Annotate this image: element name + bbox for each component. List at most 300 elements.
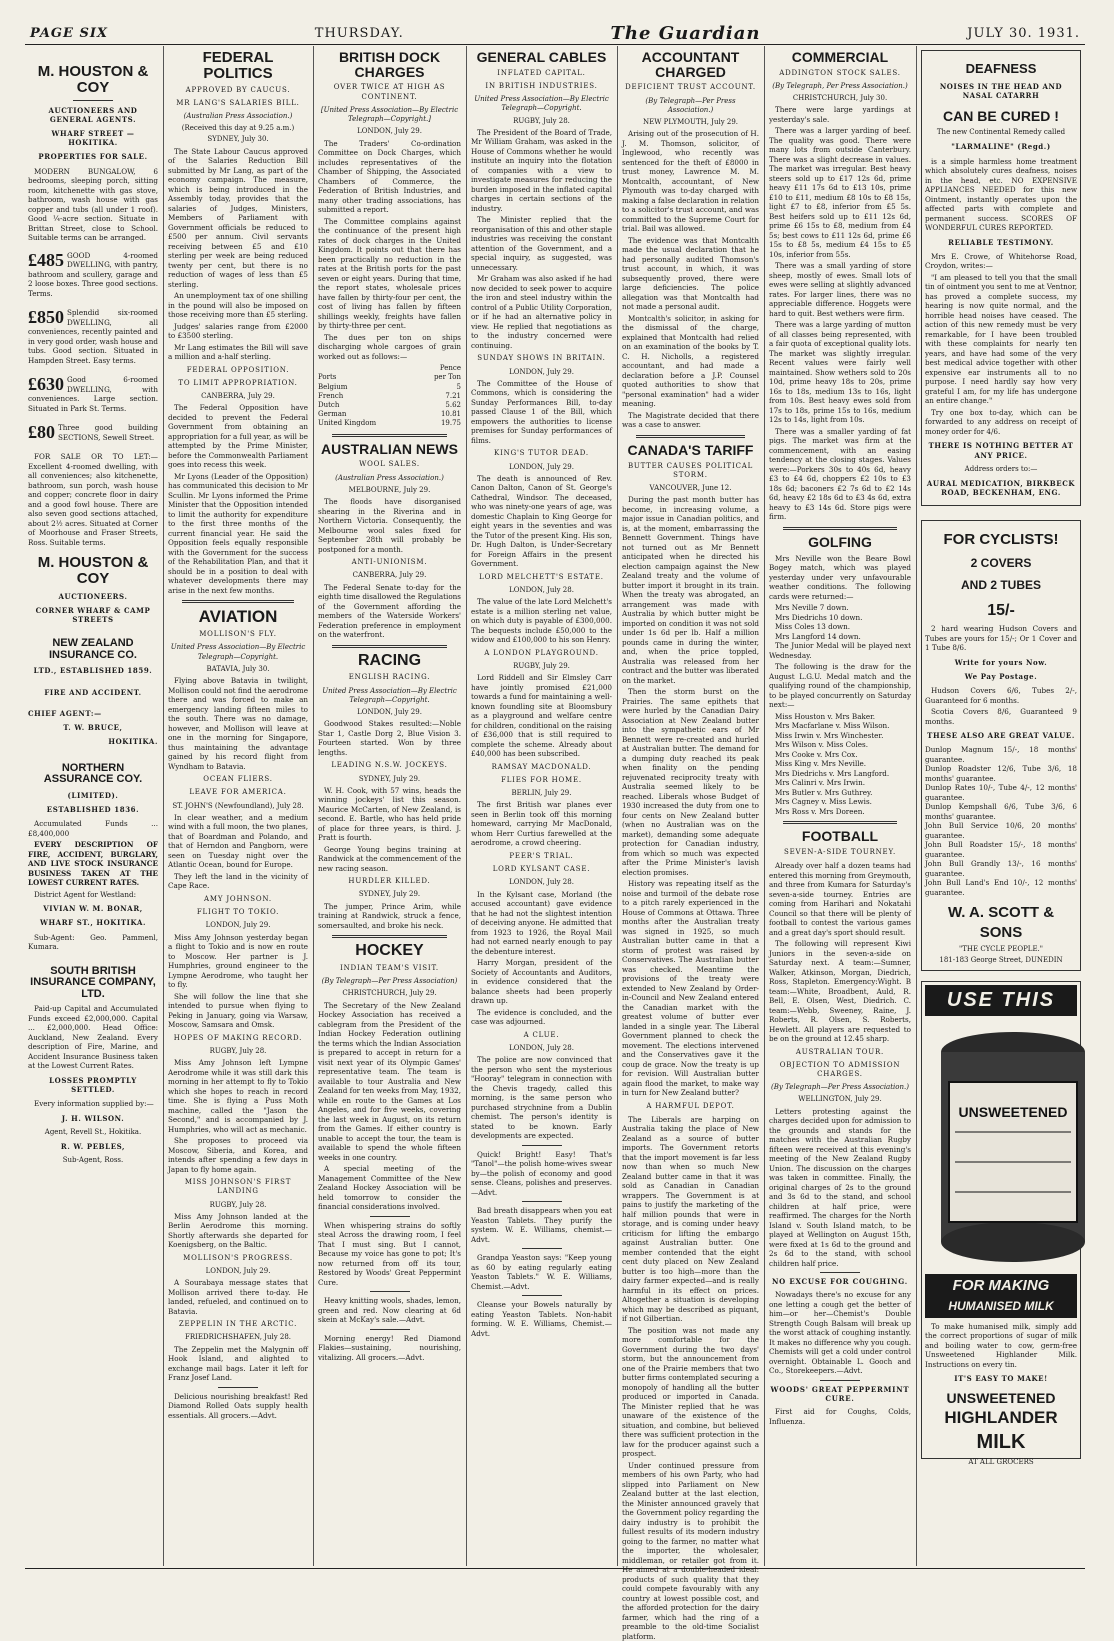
price-text: Splendid six-roomed DWELLING, all conveniences, recently painted and in very good order, wash house and tubs. Good section. Situated in Hampden Street. Easy terms. xyxy=(28,308,158,365)
subhead: ZEPPELIN IN THE ARCTIC. xyxy=(178,1320,298,1329)
column-federal-politics xyxy=(168,46,308,1566)
list-item: Mrs Ross v. Mrs Doreen. xyxy=(775,806,865,816)
subhead: MISS JOHNSON'S FIRST LANDING xyxy=(184,1178,292,1196)
separator xyxy=(522,1201,562,1202)
sale-or-let-ad: FOR SALE OR TO LET:—Excellent 4-roomed dwelling, with all conveniences; also kitchenette, bathroom, sun porch, wash house and copper; concrete floor in dairy and a good fowl house. There are also seven good sections attached, about 2½ acres. Situated at Corner of Moorhouse and Fraser Streets, Ross. Suitable terms. xyxy=(28,452,158,547)
dateline: CANBERRA, July 29. xyxy=(352,571,427,580)
ad-price: 15/- xyxy=(987,601,1015,619)
price: £80 xyxy=(28,422,55,443)
paragraph: The evidence is concluded, and the case was adjourned. xyxy=(471,1007,612,1027)
subhead: A LONDON PLAYGROUND. xyxy=(484,648,599,657)
subhead: HURDLER KILLED. xyxy=(348,877,431,886)
paragraph: She will follow the line that she intended to pursue when flying to Peking in January, going via Warsaw, Moscow, Samsara and Omsk. xyxy=(168,991,308,1030)
subhead: FLIGHT TO TOKIO. xyxy=(196,908,280,917)
list-item: Miss King v. Mrs Neville. xyxy=(775,759,867,769)
advertisement: Cleanse your Bowels naturally by eating Yeaston Tablets. Non-habit forming. W. E. Williams, Chemist.—Advt. xyxy=(471,1300,612,1338)
paragraph: 2 hard wearing Hudson Covers and Tubes are yours for 15/-; Or 1 Cover and 1 Tube 8/6. xyxy=(925,624,1077,653)
headline-golfing: GOLFING xyxy=(808,533,872,550)
dateline: RUGBY, July 29. xyxy=(513,662,570,670)
dateline: SYDNEY, July 30. xyxy=(207,135,269,144)
paragraph: The President of the Board of Trade, Mr William Graham, was asked in the House of Commons whether he would institute an inquiry into the flotation of companies with a view to investigate measures for reducing the burden imposed in the inflated capital charges in certain sections of the industry. xyxy=(471,127,612,213)
paragraph: is a simple harmless home treatment which absolutely cures deafness, noises in the head, etc. NO EXPENSIVE APPLIANCES NEEDED for this new Ointment, instantly operates upon the affected parts with complete and permanent success. SCORES OF WONDERFUL CURES REPORTED. xyxy=(925,156,1077,233)
wharf-street-line: WHARF STREET — HOKITIKA. xyxy=(51,128,135,148)
price-text: Good 6-roomed DWELLING, with conveniences. Large section. Situated in Park St. Terms. xyxy=(28,375,158,413)
credit: (By Telegraph—Per Press Association) xyxy=(321,977,458,986)
paragraph: Mrs Neville won the Beare Bowl Bogey match, which was played yesterday under very unfavourable weather conditions. The following cards were returned:— xyxy=(769,553,911,601)
paragraph: The police are now convinced that the person who sent the mysterious "Hooray" telegram in connection with the Chevis tragedy, called this morning, is the same person who purchased strychnine from a Dublin chemist. The person's identity is stated to be known. Early developments are expected. xyxy=(471,1055,612,1141)
tyre-list xyxy=(925,745,1077,897)
credit: (Australian Press Association.) xyxy=(183,111,293,120)
ad-line: The new Continental Remedy called xyxy=(936,128,1066,137)
paragraph: The Minister replied that the reorganisation of this and other staple industries was receiving the constant attention of the Government, and a special inquiry, as suggested, was unnecessary. xyxy=(471,215,612,272)
subhead: A HARMFUL DEPOT. xyxy=(646,1101,735,1110)
losses-settled: LOSSES PROMPTLY SETTLED. xyxy=(49,1075,137,1095)
ad-subtitle: THERE IS NOTHING BETTER AT ANY PRICE. xyxy=(928,441,1074,460)
list-item: Mrs Langford 14 down. xyxy=(775,631,861,641)
accumulated-funds: Accumulated Funds ... £8,400,000 xyxy=(28,819,158,838)
separator xyxy=(820,1380,860,1381)
paragraph: There were large yardings at yesterday's sale. xyxy=(769,105,911,124)
paragraph: To make humanised milk, simply add the correct proportions of sugar of milk and boiling water to cow, germ-free Unsweetened Highlander Milk. Instructions on every tin. xyxy=(925,1321,1077,1369)
subhead: ADDINGTON STOCK SALES. xyxy=(779,68,901,77)
list-item: John Bull Service 10/6, 20 months' guarantee. xyxy=(925,821,1077,840)
subhead: PEER'S TRIAL. xyxy=(509,851,574,860)
paragraph: There was a larger yarding of beef. The quality was good. There were many lots from outside Canterbury. There was a slight decrease in values. The market was irregular. Best heavy steers sold up to £17 12s 6d, prime heavy £11 17s 6d to £13 10s, prime £10 to £11, medium £8 10s to £8 15s, light £7 to £8, inferior from £5 5s. Best heifers sold up to £11 12s 6d, prime £6 15s to £8, medium from £4 5s; best cows to £11 12s 6d, prime £6 15s to £8 5s, medium £4 15s to £5 10s, inferior from 55s. xyxy=(769,126,911,259)
paragraph: An unemployment tax of one shilling in the pound will also be imposed on those receiving more than £5 sterling. xyxy=(168,291,308,320)
separator xyxy=(783,527,897,530)
ad-brand: UNSWEETENED xyxy=(946,1389,1056,1406)
headline-commercial: COMMERCIAL xyxy=(791,49,889,65)
dateline: LONDON, July 29. xyxy=(357,127,422,136)
agent-name: T. W. BRUCE, xyxy=(63,723,123,733)
paragraph: Under continued pressure from members of his own Party, who had slipped into Parliament on New Zealand butter at the last election, the Minister announced gravely that the Government policy regarding the dairy industry is to prohibit the fullest results of its modern industry going to the farmer, no matter what the importer, the wholesaler, middleman, or retailer got from it. He aimed at a double-headed ideal: products of such quality that they could compete favourably with any country at lowest possible cost, and the afforded protection for the dairy farmer, which had the ring of a preamble to the old-time Socialist platform. xyxy=(622,1460,759,1641)
ad-line: Write for yours Now. xyxy=(954,657,1048,667)
nz-established: LTD., ESTABLISHED 1859. xyxy=(33,666,153,676)
dateline: LONDON, July 29. xyxy=(357,708,422,717)
subhead: AMY JOHNSON. xyxy=(204,894,272,903)
paragraph: History was repeating itself as the noise and turmoil of the debate rose to a pitch rarely experienced in the House of Commons at Ottawa. Three months after the Australian treaty was signed in 1925, so much Australian butter came in that a storm of protest was raised by Conservatives. The Australian butter was checked. Meantime the provisions of the treaty were extended to New Zealand by Order-in-Council and New Zealand entered the Canadian market with the greatest volume of butter ever landed in a single year. The Liberal Government planned to check the movement. The elections intervened and the Conservatives gave it the coup de grace. Now the treaty is up for revision. Will Australian butter again flood the market, to make way in turn for New Zealand butter? xyxy=(622,879,759,1098)
advertisement: Heavy knitting wools, shades, lemon, green and red. Now clearing at 6d skein at McKay's sale.—Advt. xyxy=(318,1296,461,1325)
agent-name: VIVIAN W. M. BONAR, xyxy=(43,904,143,914)
golf-draw xyxy=(769,712,911,817)
separator xyxy=(783,821,897,824)
list-item: Mrs Wilson v. Miss Coles. xyxy=(775,740,869,750)
list-item: John Bull Land's End 10/-, 12 months' guarantee. xyxy=(925,878,1077,897)
paragraph: Mrs E. Crowe, of Whitehorse Road, Croydon, writes:— xyxy=(925,251,1077,271)
masthead-rule xyxy=(25,44,1085,45)
column-divider xyxy=(466,46,467,1566)
advertisement: Quick! Bright! Easy! That's "Tanol"—the polish home-wives swear by—the polish of economy and good sense. Cleans, polishes and preserves.—Advt. xyxy=(471,1149,612,1197)
paragraph: Then the storm burst on the Prairies. The same epithets that were hurled by the Canadian Dairy Association at New Zealand butter into the sympathetic ears of Mr Bennett were re-created and hurled at Australian butter. The demand for a dumping duty reached its peak when finality on the pending rejuvenated reciprocity treaty with Australia seemed likely to be reached. Liberals whose Budget of 1930 increased the duty from one to four cents on New Zealand butter (when no Australian was on the market), demanding some adequate protection for Canadian industry, from which so much was expected after the Prime Minister's lavish election promises. xyxy=(622,687,759,877)
paragraph: The Traders' Co-ordination Committee on Dock Charges, which includes representatives of the Chamber of Shipping, the Associated Chambers of Commerce, the Federation of British Industries, and many other trading associations, has submitted a report. xyxy=(318,138,461,215)
dateline: LONDON, July 28. xyxy=(509,586,574,595)
separator xyxy=(73,100,113,101)
paragraph: There was a small yarding of store sheep, mostly of ewes. Small lots of ewes were selling at slightly advanced rates. For larger lines, there was no appreciable difference. Hoggets were hard to quit. Best wethers were firm. xyxy=(769,261,911,318)
list-item: John Bull Grandly 13/-, 16 months' guarantee. xyxy=(925,859,1077,878)
list-item: Mrs Calinri v. Mrs Irwin. xyxy=(775,778,865,788)
headline-accountant-charged: ACCOUNTANT CHARGED xyxy=(641,49,740,80)
paragraph: There was a smaller yarding of fat pigs. The market was firm at the commencement, with an easing tendency at the closing stages. Values were:—Porkers 30s to 40s 6d, heavy £3 to £4 6d, choppers £2 10s to £3 18s 6d; baconers £2 7s 6d to £2 14s 6d, heavy £2 18s 6d to £3 4s 6d, extra heavy to £3 14s 6d. Store pigs were firm. xyxy=(769,426,911,522)
paragraph: A Sourabaya message states that Mollison arrived there to-day. He landed, refueled, and continued on to Batavia. xyxy=(168,1278,308,1316)
corner-line: CORNER WHARF & CAMP STREETS xyxy=(35,605,151,625)
paragraph: George Young begins training at Randwick at the commencement of the new racing season. xyxy=(318,844,461,873)
ad-brand: HIGHLANDER xyxy=(944,1408,1058,1428)
ad-brand: MILK xyxy=(976,1431,1026,1454)
advertisement: Grandpa Yeaston says: "Keep young as 60 by eating regularly eating Yeaston Tablets." W. E. Williams, Chemist.—Advt. xyxy=(471,1253,612,1291)
cyclists-ad xyxy=(921,520,1081,971)
bungalow-ad: MODERN BUNGALOW, 6 bedrooms, sleeping porch, sitting room, kitchenette with gas stove, bathroom, wash house with gas copper and tubs (all under 1 roof). Good ¼-acre section. Situate in Brittan Street, close to School. Suitable terms can be arranged. xyxy=(28,166,158,243)
paragraph: Judges' salaries range from £2000 to £3500 sterling. xyxy=(168,321,308,341)
table-row: United Kingdom 19.75 xyxy=(318,419,461,428)
table-row: Ports per Ton xyxy=(318,373,461,382)
credit: United Press Association—By Electric Telegraph—Copyright. xyxy=(474,95,609,113)
paragraph: The Junior Medal will be played next Wednesday. xyxy=(769,641,911,660)
fire-accident: FIRE AND ACCIDENT. xyxy=(44,687,142,697)
table-row: French 7.21 xyxy=(318,391,461,400)
headline-general-cables: GENERAL CABLES xyxy=(476,49,607,65)
received-note: (Received this day at 9.25 a.m.) xyxy=(181,124,295,133)
ad-title: CAN BE CURED ! xyxy=(943,107,1059,124)
dateline: RUGBY, July 28. xyxy=(209,1046,267,1055)
dateline: SYDNEY, July 29. xyxy=(358,774,421,783)
separator xyxy=(332,935,446,938)
paragraph: Montcalth's solicitor, in asking for the dismissal of the charge, explained that Montcalth had relied on an examination of the books by T. C. H. Nicholls, a registered accountant, and had made a declaration before a J.P. Counsel quoted authorities to show that "personal examination" had a wider meaning. xyxy=(622,313,759,409)
paragraph: In clear weather, and a medium wind with a full moon, the two planes, that of Boardman and Polando, and that of Herndon and Pangborn, were seen on Tuesday night over the Atlantic Ocean, bound for Europe. xyxy=(168,812,308,870)
deafness-ad xyxy=(921,50,1081,506)
subhead: INDIAN TEAM'S VISIT. xyxy=(340,964,439,973)
price-ad xyxy=(28,308,158,365)
separator xyxy=(332,434,446,437)
paragraph: The Magistrate decided that there was a case to answer. xyxy=(622,410,759,430)
headline-football: FOOTBALL xyxy=(801,828,879,845)
subhead: LORD KYLSANT CASE. xyxy=(492,865,591,874)
agent-town: HOKITIKA. xyxy=(108,737,158,747)
subhead: SUNDAY SHOWS IN BRITAIN. xyxy=(477,354,606,363)
list-item: Mrs Diedrichs v. Mrs Langford. xyxy=(775,768,890,778)
price: £485 xyxy=(28,249,64,270)
established-1836: ESTABLISHED 1836. xyxy=(46,804,140,814)
list-item: Mrs Cooke v. Mrs Cox. xyxy=(775,749,858,759)
paragraph: Scotia Covers 8/6, Guaranteed 9 months. xyxy=(925,707,1077,726)
price-text: GOOD 4-roomed DWELLING, with pantry, bathroom and scullery, garage and 2 loose boxes. Three good sections. Terms. xyxy=(28,250,158,298)
paragraph: During the past month butter has become, in increasing volume, a major issue in Canadian politics, and is, at the moment, embarrassing the Bennett Government. Things have not turned out as Mr Bennett anticipated when he directed his election campaign against the New Zealand treaty and the volume of butter import it brought in its train. When the treaty was abrogated, an arrangement was made with Australia by which butter might be imported on condition it was not sold under 1s 6d per lb. Half a million pounds came in during the winter, and, when the price toppled, Australia was released from her contract and the butter was liberated on the market. xyxy=(622,495,759,685)
ad-title: DEAFNESS xyxy=(965,61,1037,76)
masthead xyxy=(30,22,1080,44)
agent-address: WHARF ST., HOKITIKA. xyxy=(39,918,147,928)
issue-date: JULY 30. 1931. xyxy=(967,25,1080,41)
subhead: MOLLISON'S PROGRESS. xyxy=(183,1253,293,1262)
paragraph: Mr Lyons (Leader of the Opposition) has communicated this decision to Mr Scullin. Mr Lyons informed the Prime Minister that the Opposition intended to limit the authority for expenditure to the first three months of the current financial year. He said the Opposition feels equally responsible with the Government for the success of the Rehabilitation Plan, and that it should be in a position to deal with whatever developments there may arise in the next few months. xyxy=(168,471,308,595)
dateline: LONDON, July 29. xyxy=(509,462,574,471)
credit: United Press Association—By Electric Telegraph—Copyright. xyxy=(170,643,306,661)
advertisement: Bad breath disappears when you eat Yeaston Tablets. They purify the system. W. E. Williams, chemist.—Advt. xyxy=(471,1206,612,1244)
subhead: AUSTRALIAN TOUR. xyxy=(795,1047,885,1056)
ad-line: IT'S EASY TO MAKE! xyxy=(954,1374,1048,1384)
dateline: FRIEDRICHSHAFEN, July 28. xyxy=(184,1333,292,1342)
dateline: WELLINGTON, July 29. xyxy=(798,1095,882,1104)
list-item: Miss Irwin v. Mrs Winchester. xyxy=(775,730,884,740)
price-ad xyxy=(28,423,158,442)
paragraph: The Federal Senate to-day for the eighth time disallowed the Regulations of the Government affording the members of the Waterside Workers' Federation preference in employment on the waterfront. xyxy=(318,582,461,640)
ad-title: FOR MAKING xyxy=(925,1274,1077,1298)
headline-racing: RACING xyxy=(357,651,422,669)
dateline: LONDON, July 29. xyxy=(205,1266,271,1275)
credit: (By Telegraph—Per Press Association.) xyxy=(771,1083,909,1092)
paragraph: Nowadays there's no excuse for any one letting a cough get the better of him—or her—Chemist's Double Strength Cough Balsam will break up the worst attack of coughing instantly. It makes no difference why you cough. Chemists will get a cold under control overnight. Obtainable L. Gooch and Co., Storekeepers.—Advt. xyxy=(769,1290,911,1376)
separator xyxy=(522,1248,562,1249)
dateline: CHRISTCHURCH, July 30. xyxy=(792,94,888,103)
houston-title: M. HOUSTON & COY xyxy=(37,63,149,96)
paragraph: W. H. Cook, with 57 wins, heads the winning jockeys' list this season. Maurice McCarten, of New Zealand, is second. E. Bartle, who has held pride of place for three years, is third. J. Pratt is fourth. xyxy=(318,785,461,843)
paragraph: First aid for Coughs, Colds, Influenza. xyxy=(769,1407,911,1426)
paragraph: Goodwood Stakes resulted:—Noble Star 1, Castle Dorg 2, Blue Vision 3. Fourteen started. Won by three lengths. xyxy=(318,719,461,757)
column-commercial xyxy=(769,46,911,1566)
headline-hockey: HOCKEY xyxy=(355,942,424,960)
dateline: SYDNEY, July 29. xyxy=(358,890,421,899)
ad-product: "LARMALINE" (Regd.) xyxy=(951,142,1051,152)
headline-federal-politics: FEDERAL POLITICS xyxy=(202,49,274,82)
dateline: LONDON, July 29. xyxy=(205,921,271,930)
dateline: ST. JOHN'S (Newfoundland), July 28. xyxy=(172,801,304,810)
column-divider xyxy=(764,46,765,1566)
dateline: NEW PLYMOUTH, July 29. xyxy=(642,118,739,127)
advertisement: Delicious nourishing breakfast! Red Diamond Rolled Oats supply health essentials. All grocers.—Advt. xyxy=(168,1391,308,1420)
dateline: LONDON, July 28. xyxy=(509,878,574,887)
price: £850 xyxy=(28,307,64,328)
ad-subtitle: RELIABLE TESTIMONY. xyxy=(948,237,1054,247)
dateline: VANCOUVER, June 12. xyxy=(649,483,732,492)
paragraph: The first British war planes ever seen in Berlin took off this morning homeward, carrying Mr MacDonald, whom Herr Curtius farewelled at the aerodrome, a crowd cheering. xyxy=(471,800,612,848)
paragraph: The following is the draw for the August L.G.U. Medal match and the qualifying round of the championship, to be played concurrently on Saturday next:— xyxy=(769,662,911,710)
paragraph: The jumper, Prince Arim, while training at Randwick, struck a fence, somersaulted, and broke his neck. xyxy=(318,901,461,930)
paragraph: Arising out of the prosecution of H. J. M. Thomson, solicitor, of Inglewood, who recently was sentenced for the theft of £8000 in trust money, Lawrence M. M. Montcalth, accountant, of New Plymouth was to-day charged with making a false declaration in relation to a solicitor's trust account, and was committed to the Supreme Court for trial. Bail was allowed. xyxy=(622,129,759,234)
paragraph: A special meeting of the Management Committee of the New Zealand Hockey Association will be held tomorrow to consider the financial considerations involved. xyxy=(318,1164,461,1212)
auctioneers-line: AUCTIONEERS. xyxy=(58,591,128,601)
separator xyxy=(218,1387,258,1388)
dateline: LONDON, July 29. xyxy=(509,367,574,376)
paragraph: The Liberals are harping on Australia taking the place of New Zealand as a source of butter imports. The Government retorts that the import movement is far less now than when so much New Zealand butter came in that it was sold as Canadian in Canadian wrappers. The Government is at pains to justify the marketing of the half million pounds that were in storage, and is coming under heavy criticism for lifting the embargo against Australian butter. One member contended that the eight cent duty placed on New Zealand butter is too high—more than the dairy farmer expected—and is really harmful in its effect on prices. Altogether a situation is developing which may be described as piquant, if not Gilbertian. xyxy=(622,1114,759,1324)
paragraph: In the Kylsant case, Morland (the accused accountant) gave evidence that he had not the slightest intention of deceiving anyone. He admitted that from 1923 to 1926, the Royal Mail had not earned nearly enough to pay the debenture interest. xyxy=(471,889,612,956)
column-divider xyxy=(163,46,164,1566)
ad-title: HUMANISED MILK xyxy=(925,1298,1077,1318)
credit: [United Press Association—By Electric Telegraph—Copyright.] xyxy=(320,105,459,124)
agent-name: J. H. WILSON. xyxy=(61,1113,125,1123)
paragraph: The Committee of the House of Commons, which is considering the Sunday Performances Bill, to-day passed Clause 1 of the Bill, which empowers the authorities to license premises for Sunday performances of films. xyxy=(471,378,612,445)
subhead: WOOL SALES. xyxy=(359,460,420,469)
dateline: BERLIN, July 29. xyxy=(511,789,572,798)
price-ad xyxy=(28,375,158,413)
credit: (By Telegraph, Per Press Association.) xyxy=(772,81,908,90)
district-agent: District Agent for Westland: xyxy=(34,889,136,899)
paragraph: The Federal Opposition have decided to prevent the Federal Government from obtaining an appropriation for a full year, as will be attempted by the Prime Minister, before the Commonwealth Parliament goes into recess this week. xyxy=(168,403,309,470)
houston-title: M. HOUSTON & COY xyxy=(37,554,149,587)
ad-offer: 2 COVERS xyxy=(970,556,1032,571)
capital-details: Paid-up Capital and Accumulated Funds exceed £2,000,000. Capital ... £2,000,000. Head Office: Auckland, New Zealand. Every description of Fire, Marine, and Accident Insurance Business taken at the Lowest Current Rates. xyxy=(28,1004,158,1071)
use-this-banner: USE THIS xyxy=(925,985,1077,1015)
nz-insurance-title: NEW ZEALAND INSURANCE CO. xyxy=(48,637,137,661)
headline-canadas-tariff: CANADA'S TARIFF xyxy=(627,441,754,458)
northern-assurance-title: NORTHERN ASSURANCE COY. xyxy=(43,761,143,786)
dateline: LONDON, July 28. xyxy=(509,1043,574,1052)
dateline: BATAVIA, July 30. xyxy=(206,664,270,673)
subhead: ANTI-UNIONISM. xyxy=(351,558,428,567)
headline-australian-news: AUSTRALIAN NEWS xyxy=(321,440,458,457)
bottom-rule xyxy=(25,1568,1085,1569)
paragraph: Harry Morgan, president of the Society of Accountants and Auditors, in evidence considered that the balance sheets had been properly drawn up. xyxy=(471,958,612,1006)
paragraph: Mr Lang estimates the Bill will save a million and a-half sterling. xyxy=(168,342,308,362)
can-label: UNSWEETENED xyxy=(958,1103,1068,1120)
south-british-title: SOUTH BRITISH INSURANCE COMPANY, LTD. xyxy=(30,964,156,1000)
list-item: Mrs Macfarlane v. Miss Wilson. xyxy=(775,721,890,731)
ad-address: AURAL MEDICATION, BIRKBECK ROAD, BECKENHAM, ENG. xyxy=(926,479,1076,498)
dateline: CANBERRA, July 29. xyxy=(201,392,275,401)
ad-line: We Pay Postage. xyxy=(964,671,1038,681)
paragraph: Try one box to-day, which can be forwarded to any address on receipt of money order for 4/6. xyxy=(925,407,1077,436)
highlander-milk-ad xyxy=(921,981,1081,1466)
paragraph: The State Labour Caucus approved of the Salaries Reduction Bill submitted by Mr Lang, as part of the economy campaign. The measure, which is being introduced in the Assembly today, provides that the salaries of Judges, Ministers, Members of Parliament with Government officials be reduced to £500 per annum. Civil servants receiving between £5 and £10 sterling per week are being reduced twenty per cent, but there is no reduction of wages of less than £5 sterling. xyxy=(168,146,308,289)
list-item: Dunlop Rates 10/-, Tube 4/-, 12 months' guarantee. xyxy=(925,783,1077,802)
subhead: KING'S TUTOR DEAD. xyxy=(494,449,589,458)
list-item: Dunlop Kempshall 6/6, Tube 3/6, 6 months' guarantee. xyxy=(925,802,1077,821)
subhead: DEFICIENT TRUST ACCOUNT. xyxy=(625,83,756,92)
agent-address: Sub-Agent, Ross. xyxy=(62,1156,124,1165)
paragraph: The floods have disorganised shearing in the Riverina and in Northern Victoria. Consequently, the Melbourne wool sales fixed for September 28th will probably be postponed for a month. xyxy=(318,497,461,554)
ad-line: Address orders to:— xyxy=(964,464,1038,473)
paragraph: Mr Graham was also asked if he had now decided to seek power to acquire the iron and steel industry within the control of a Public Utility Corporation, or if he had an alternative policy in view. He replied that negotiations as to the industry concerned were continuing. xyxy=(471,274,612,350)
column-general-cables xyxy=(471,46,612,1566)
list-item: Mrs Butler v. Mrs Guthrey. xyxy=(775,787,873,797)
separator xyxy=(522,1145,562,1146)
paragraph: There was a large yarding of mutton of all classes being represented, with a fair quota of exceptional quality lots. The market was slightly irregular. Recent values were fairly well maintained. Show wethers sold to 20s 10d, prime heavy 18s to 20s, prime 16s to 18s, medium 13s to 16s, light from 10s. Best heavy ewes sold from 17s to 18s, prime 15s to 16s, medium 12s to 14s, light from 10s. xyxy=(769,320,911,425)
separator xyxy=(332,645,446,648)
paragraph: The death is announced of Rev. Canon Dalton, Canon of St. George's Cathedral, Windsor. The deceased, who was ninety-one years of age, was domestic Chaplain to King George for eight years in the seventies and was the Tutor of the present King. His son, Dr. Hugh Dalton, is Under-Secretary for Foreign Affairs in the present Government. xyxy=(471,473,612,569)
list-item: John Bull Roadster 15/-, 18 months' guarantee. xyxy=(925,840,1077,859)
paper-name: The Guardian xyxy=(610,22,761,44)
ad-subtitle: THESE ALSO ARE GREAT VALUE. xyxy=(927,731,1075,740)
subhead: IN BRITISH INDUSTRIES. xyxy=(485,81,598,90)
information-line: Every information supplied by:— xyxy=(34,1099,154,1109)
paragraph: Hudson Covers 6/6, Tubes 2/-, Guaranteed for 6 months. xyxy=(925,686,1077,705)
milk-can-illustration xyxy=(925,1022,1100,1272)
ad-address: 181-183 George Street, DUNEDIN xyxy=(939,956,1063,965)
headline-dock-charges: BRITISH DOCK CHARGES xyxy=(338,49,441,80)
separator xyxy=(820,1272,860,1273)
credit: (By Telegraph—Per Press Association.) xyxy=(645,96,736,114)
agent-address: Agent, Revell St., Hokitika. xyxy=(44,1128,142,1137)
advertisement: Morning energy! Red Diamond Flakies—sustaining, nourishing, vitalizing. All grocers.—Advt. xyxy=(318,1333,461,1362)
dateline: RUGBY, July 28. xyxy=(513,116,570,125)
credit: United Press Association—By Electric Telegraph—Copyright. xyxy=(322,686,457,704)
subhead: OVER TWICE AT HIGH AS CONTINENT. xyxy=(333,83,446,101)
subhead: INFLATED CAPITAL. xyxy=(497,68,586,77)
limited: (LIMITED). xyxy=(67,790,119,800)
paragraph: Letters protesting against the charges decided upon for admission to the grounds and stands for the matches with the Australian Rugby fifteen were received at this evening's meeting of the New Zealand Rugby Union. The discussion on the charges was taken in committee. Finally, the original charges of 2s to the ground and 3s 6d to the stand, and school children at half price, were reaffirmed. The charges for the North Island v. South Island match, to be played at Wellington on August 15th, were fixed at 1s 6d to the ground and 2s 6d to the stand, with school children half price. xyxy=(769,1106,911,1268)
dateline: MELBOURNE, July 29. xyxy=(348,485,431,494)
advertiser-name: W. A. SCOTT & SONS xyxy=(947,904,1055,942)
paragraph: The dues per ton on ships discharging whole cargoes of grain worked out as follows:— xyxy=(318,332,461,361)
properties-heading: PROPERTIES FOR SALE. xyxy=(38,152,148,162)
subhead: NO EXCUSE FOR COUGHING. xyxy=(771,1277,908,1287)
dateline: RUGBY, July 28. xyxy=(209,1200,267,1209)
table-row: German 10.81 xyxy=(318,410,461,419)
paragraph: Miss Amy Johnson yesterday began a flight to Tokio and is now en route to Moscow. Her partner is J. Humphries, ground engineer to the Lympne Aerodrome, who taught her to fly. xyxy=(168,932,308,990)
price: £630 xyxy=(28,374,64,395)
separator xyxy=(370,1291,410,1292)
subhead: A CLUE. xyxy=(523,1030,560,1039)
chief-agent: CHIEF AGENT:— xyxy=(28,708,102,718)
separator xyxy=(370,1329,410,1330)
subhead: OBJECTION TO ADMISSION CHARGES. xyxy=(779,1060,901,1078)
subhead: ENGLISH RACING. xyxy=(348,673,431,682)
column-advertisements-right xyxy=(921,46,1081,1566)
subhead: FLIES FOR HOME. xyxy=(501,775,582,784)
subhead: LORD MELCHETT'S ESTATE. xyxy=(479,572,604,581)
column-accountant-charged xyxy=(622,46,759,1641)
separator xyxy=(636,435,746,438)
column-divider xyxy=(916,46,917,1566)
paragraph: The position was not made any more comfortable for the Government during the two days' storm, but the announcement from one of the Prairie members that two butter firms contemplated securing a monopoly of handling all the butter produced or imported in Canada. The Minister replied that he was unaware of the existence of the situation, and combine, but believed there was sufficient protection in the law for the producer against such a prospect. xyxy=(622,1325,759,1459)
paragraph: The evidence was that Montcalth made the usual declaration that he had personally audited Thomson's trust account, in which, it was subsequently proved, there were large deficiencies. The police allegation was that Montcalth had not made a personal audit. xyxy=(622,235,759,312)
agent-name: R. W. PEBLES, xyxy=(60,1142,126,1152)
separator xyxy=(370,1216,410,1217)
dateline: CHRISTCHURCH, July 29. xyxy=(342,989,437,998)
separator xyxy=(522,1295,562,1296)
subhead: SEVEN-A-SIDE TOURNEY. xyxy=(783,847,897,856)
day: THURSDAY. xyxy=(314,25,404,41)
subhead: WOODS' GREAT PEPPERMINT CURE. xyxy=(770,1384,910,1404)
subhead: RAMSAY MACDONALD. xyxy=(491,762,592,771)
ad-line: AT ALL GROCERS xyxy=(968,1457,1034,1466)
sub-agent: Sub-Agent: Geo. Pammenl, Kumara. xyxy=(28,932,158,952)
paragraph: They left the land in the vicinity of Cape Race. xyxy=(168,871,308,891)
separator xyxy=(182,600,294,603)
insurance-description: EVERY DESCRIPTION OF FIRE, ACCIDENT, BURGLARY, AND LIVE STOCK INSURANCE BUSINESS TAKEN AT THE LOWEST CURRENT RATES. xyxy=(28,840,158,888)
column-advertisements-left xyxy=(28,46,158,1566)
subhead: HOPES OF MAKING RECORD. xyxy=(173,1033,303,1042)
list-item: Mrs Cagney v. Miss Lewis. xyxy=(775,797,872,807)
golf-cards xyxy=(769,603,911,641)
paragraph: Flying above Batavia in twilight, Mollison could not find the aerodrome there and was forced to make an emergency landing fifteen miles to the south. There was no damage, however, and Mollison will leave at one in the morning for Singapore, thus maintaining the advantage gained by his record flight from Wyndham to Batavia. xyxy=(168,676,308,771)
headline-aviation: AVIATION xyxy=(198,607,278,627)
advertisement: When whispering strains do softly steal Across the drawing room, I feel That I must sing. But I cannot, Because my voice has gone to pot; It's now returned from off its tour, Restored by Woods' Great Peppermint Cure. xyxy=(318,1220,461,1287)
table-header: Pence xyxy=(439,364,461,373)
subhead: FEDERAL OPPOSITION. xyxy=(186,365,290,374)
table-row: Belgium 5 xyxy=(318,382,461,391)
ad-offer: AND 2 TUBES xyxy=(960,578,1041,593)
page-number: PAGE SIX xyxy=(30,25,109,41)
subhead: APPROVED BY CAUCUS. xyxy=(185,85,291,94)
credit: (Australian Press Association.) xyxy=(335,473,444,482)
auctioneers-line: AUCTIONEERS AND GENERAL AGENTS. xyxy=(48,105,138,124)
paragraph: Miss Amy Johnson landed at the Berlin Aerodrome this morning. Shortly afterwards she departed for Koenigsberg, on the Baltic. xyxy=(168,1211,308,1250)
list-item: Miss Coles 13 down. xyxy=(775,622,851,632)
paragraph: The value of the late Lord Melchett's estate is a million sterling net value, on which duty is payable of £300,000. The bequests include £50,000 to the widow and £100,000 to his son Henry. xyxy=(471,597,612,645)
paragraph: The Secretary of the New Zealand Hockey Association has received a cablegram from the President of the Indian Hockey Federation outlining the terms which the Indian Association is prepared to accept in return for a visit next year of its Olympic Games' representative team. The team is available to tour Australia and New Zealand for ten weeks from May, 1932, while en route to the Games at Los Angeles, and for five weeks, covering the last week in August, on its return from the Games. If either country is unable to accept the tour, the team is available to spend the whole fifteen weeks in one country. xyxy=(318,1000,461,1162)
list-item: Dunlop Roadster 12/6, Tube 3/6, 18 months' guarantee. xyxy=(925,764,1077,783)
paragraph: Already over half a dozen teams had entered this morning from Greymouth, and three from Kumara for Saturday's seven-a-side tourney. Entries are coming from Harihari and Nokatahi Council so that there will be plenty of football to contest the various games and a great day's sport should result. xyxy=(769,861,911,937)
paragraph: "I am pleased to tell you that the small tin of ointment you sent to me at Ventnor, has proved a complete success, my hearing is now quite normal, and the horrible head noises have ceased. The action of this new remedy must be very remarkable, for I have been troubled with these complaints for nearly ten years, and have had some of the very best medical advice together with other expensive ear instruments all to no purpose. I need hardly say how very grateful I am, for my life has undergone an entire change." xyxy=(925,272,1077,406)
subhead: LEADING N.S.W. JOCKEYS. xyxy=(331,761,448,770)
paragraph: Lord Riddell and Sir Elmsley Carr have jointly promised £21,000 towards a fund for maintaining a well-known foundling site at Bloomsbury as a playground and welfare centre for children, conditional on the raising of £36,000 that is still required to complete the scheme. Already about £40,000 has been subscribed. xyxy=(471,673,612,759)
subhead: MR LANG'S SALARIES BILL. xyxy=(176,98,300,107)
paragraph: She proposes to proceed via Moscow, Siberia, and Korea, and intends after spending a few days in Japan to fly home again. xyxy=(168,1136,308,1174)
list-item: Miss Houston v. Mrs Baker. xyxy=(775,711,876,721)
list-item: Mrs Neville 7 down. xyxy=(775,603,849,613)
price-text: Three good building SECTIONS, Sewell Street. xyxy=(58,423,158,442)
paragraph: The Zeppelin met the Malygnin off Hook Island, and alighted to exchange mail bags. Later it left for Franz Josef Land. xyxy=(168,1344,308,1383)
price-ad xyxy=(28,251,158,299)
list-item: Dunlop Magnum 15/-, 18 months' guarantee. xyxy=(925,745,1077,764)
